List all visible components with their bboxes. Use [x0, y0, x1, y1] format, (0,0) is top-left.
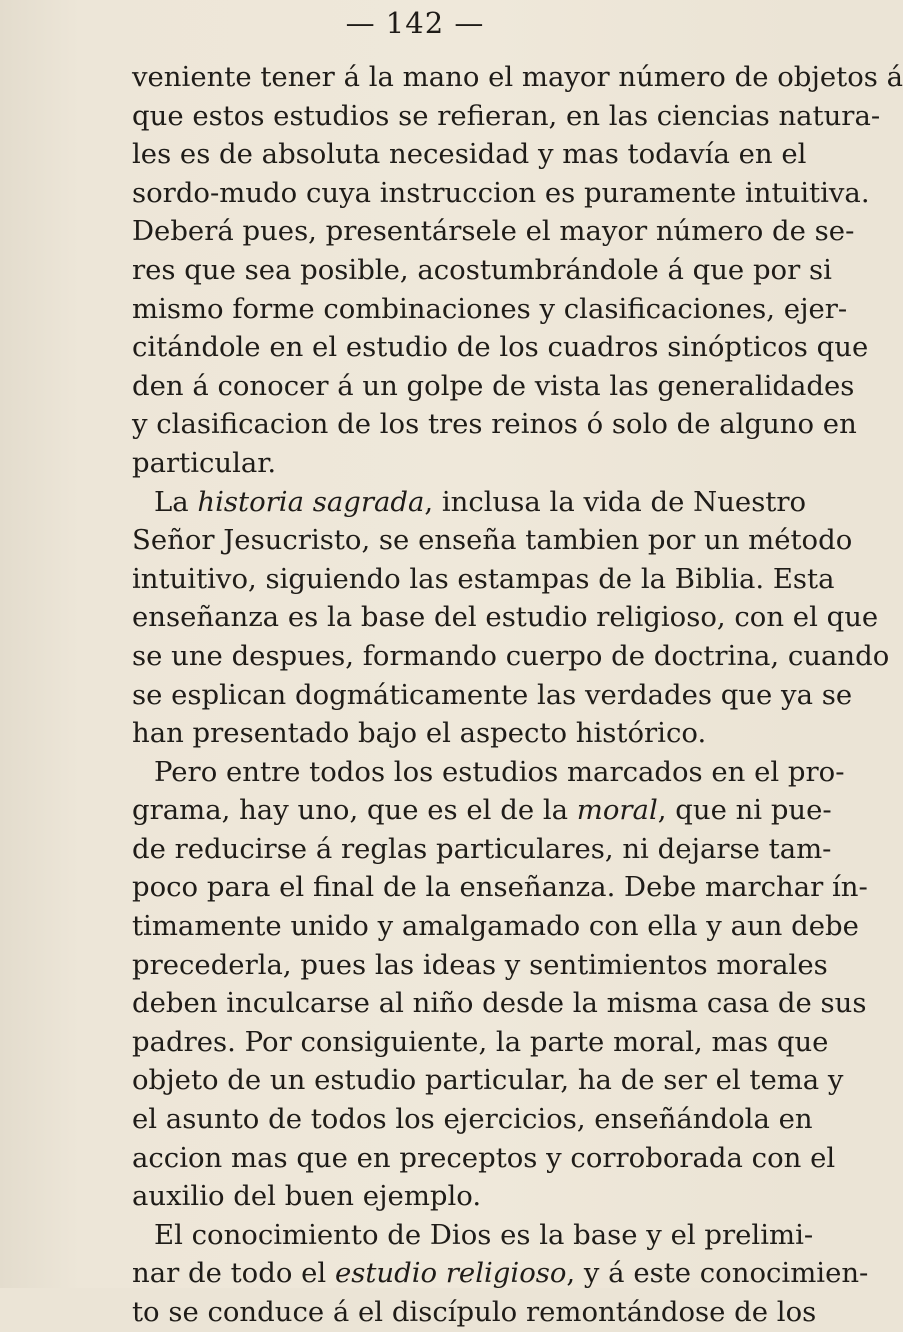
- text-run: to se conduce á el discípulo remontándose de los: [132, 1296, 817, 1328]
- text-run: Pero entre todos los estudios marcados en el pro-: [154, 755, 845, 788]
- italic-phrase: historia sagrada: [197, 485, 425, 518]
- text-line: [132, 676, 853, 715]
- text-run: citándole en el estudio de los cuadros sinópticos que: [132, 331, 869, 364]
- text-run: precederla, pues las ideas y sentimientos morales: [132, 948, 828, 981]
- text-line: [132, 1023, 829, 1062]
- text-line: [132, 791, 832, 830]
- text-run: objeto de un estudio particular, ha de ser el tema y: [132, 1064, 844, 1097]
- text-run: timamente unido y amalgamado con ella y aun debe: [132, 910, 859, 943]
- text-run: poco para el final de la enseñanza. Debe marchar ín-: [132, 871, 868, 904]
- text-line: [132, 135, 807, 174]
- text-run: El conocimiento de Dios es la base y el prelimi-: [154, 1218, 814, 1251]
- text-line: [132, 637, 890, 676]
- text-run: , inclusa la vida de Nuestro: [424, 485, 807, 518]
- text-line: [132, 212, 855, 251]
- text-run: auxilio del buen ejemplo.: [132, 1180, 482, 1213]
- text-run: y clasificacion de los tres reinos ó solo de alguno en: [132, 408, 857, 441]
- text-run: de reducirse á reglas particulares, ni dejarse tam-: [132, 832, 832, 865]
- text-line: [132, 560, 835, 599]
- text-line: [132, 290, 848, 329]
- text-run: accion mas que en preceptos y corroborada con el: [132, 1141, 836, 1174]
- text-run: intuitivo, siguiendo las estampas de la Biblia. Esta: [132, 562, 835, 595]
- text-line: [132, 1100, 813, 1139]
- text-run: Deberá pues, presentársele el mayor número de se-: [132, 215, 855, 248]
- text-line: [132, 174, 870, 213]
- text-line: [132, 868, 868, 907]
- text-run: han presentado bajo el aspecto histórico.: [132, 717, 707, 750]
- text-run: sordo-mudo cuya instruccion es puramente intuitiva.: [132, 176, 870, 209]
- page-number: — 142 —: [345, 6, 485, 40]
- text-run: particular.: [132, 446, 277, 479]
- text-line: [132, 1177, 770, 1216]
- text-run: enseñanza es la base del estudio religioso, con el que: [132, 601, 879, 634]
- body-text: [132, 58, 903, 1332]
- text-line: [132, 984, 867, 1023]
- text-run: el asunto de todos los ejercicios, enseñándola en: [132, 1103, 813, 1136]
- italic-phrase: estudio religioso: [334, 1257, 567, 1290]
- text-run: padres. Por consiguiente, la parte moral, mas que: [132, 1025, 829, 1058]
- text-run: , que ni pue-: [657, 794, 832, 827]
- text-run: se esplican dogmáticamente las verdades que ya se: [132, 678, 853, 711]
- text-line: [132, 444, 770, 483]
- text-run: veniente tener á la mano el mayor número de objetos á: [132, 61, 903, 93]
- text-run: mismo forme combinaciones y clasificaciones, ejer-: [132, 292, 848, 325]
- text-line: [132, 483, 807, 522]
- text-line: [132, 405, 857, 444]
- text-run: res que sea posible, acostumbrándole á que por si: [132, 253, 832, 286]
- text-line: [132, 830, 832, 869]
- text-run: grama, hay uno, que es el de la: [132, 794, 577, 827]
- text-line: [132, 328, 869, 367]
- text-line: [132, 714, 770, 753]
- text-line: [132, 1216, 814, 1255]
- text-line: [132, 1061, 844, 1100]
- text-line: [132, 367, 855, 406]
- text-line: [132, 97, 881, 136]
- text-line: [132, 946, 828, 985]
- text-line: [132, 1293, 817, 1332]
- text-line: [132, 251, 832, 290]
- text-line: [132, 598, 879, 637]
- text-line: [132, 521, 853, 560]
- text-run: den á conocer á un golpe de vista las generalidades: [132, 369, 855, 402]
- text-run: se une despues, formando cuerpo de doctrina, cuando: [132, 639, 890, 672]
- italic-phrase: moral: [576, 794, 658, 827]
- text-run: deben inculcarse al niño desde la misma casa de sus: [132, 987, 867, 1020]
- text-run: La: [154, 485, 198, 518]
- text-run: que estos estudios se refieran, en las ciencias natura-: [132, 99, 881, 132]
- text-run: nar de todo el: [132, 1257, 335, 1290]
- text-line: [132, 1139, 836, 1178]
- text-line: [132, 58, 903, 97]
- text-line: [132, 1254, 869, 1293]
- text-line: [132, 753, 845, 792]
- text-run: , y á este conocimien-: [566, 1257, 869, 1290]
- text-run: les es de absoluta necesidad y mas todavía en el: [132, 138, 807, 171]
- text-run: Señor Jesucristo, se enseña tambien por un método: [132, 524, 853, 557]
- text-line: [132, 907, 859, 946]
